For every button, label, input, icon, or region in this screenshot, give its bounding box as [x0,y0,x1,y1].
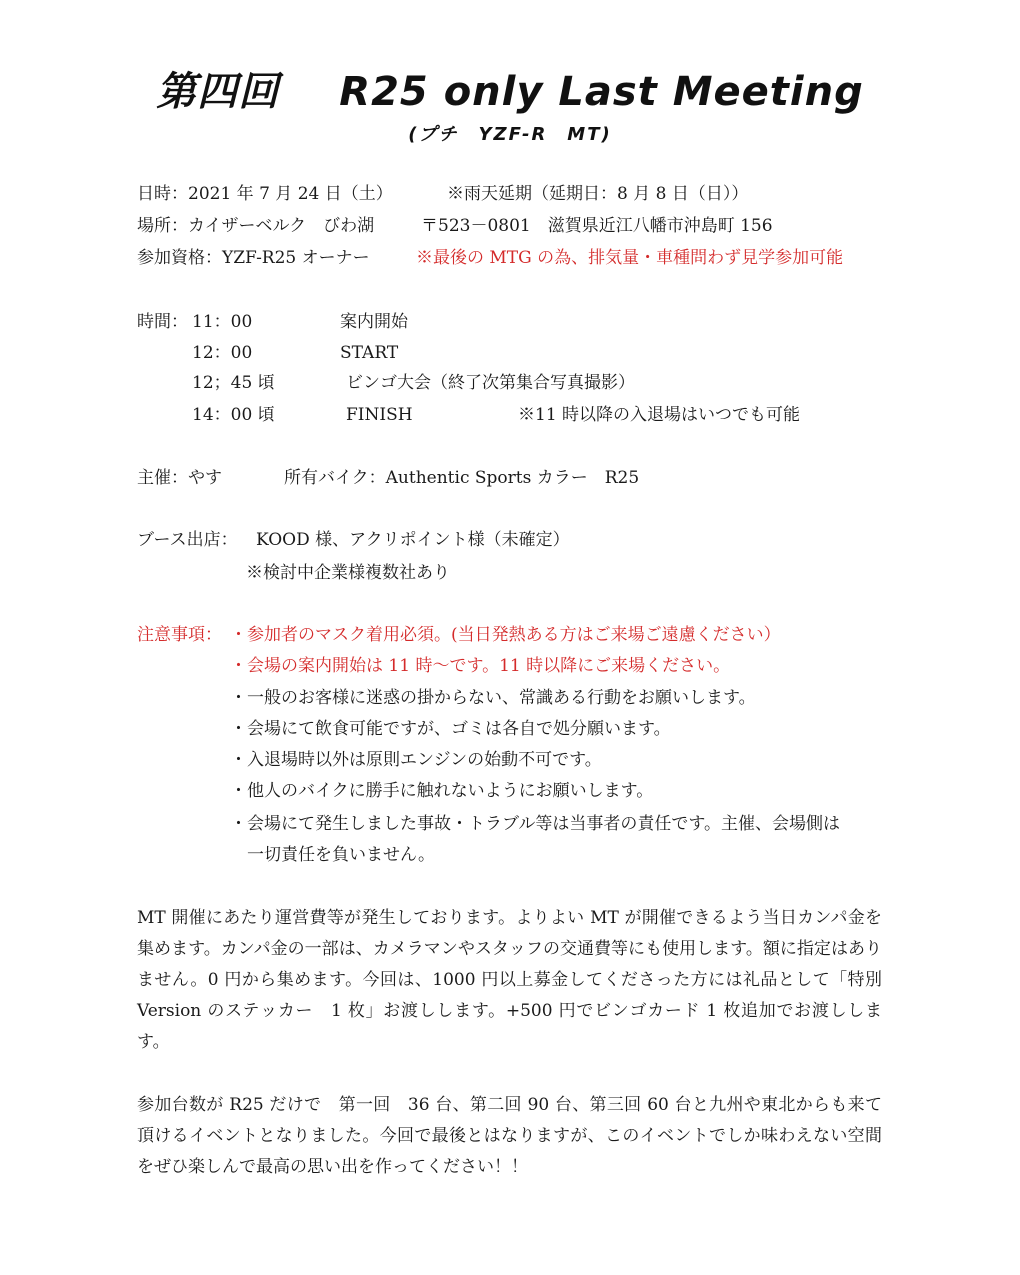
notes-item: ・会場の案内開始は 11 時～です。11 時以降にご来場ください。 [230,656,731,676]
schedule-prefix: 時間： [137,312,188,332]
notes-item: ・会場にて発生しました事故・トラブル等は当事者の責任です。主催、会場側は [230,814,840,834]
notes-label: 注意事項： [137,625,222,645]
schedule-time: 14：00 頃 [192,405,275,425]
host-bike: 所有バイク：Authentic Sports カラー R25 [284,468,640,488]
notes-item: ・他人のバイクに勝手に触れないようにお願いします。 [230,781,654,801]
notes-item: ・一般のお客様に迷惑の掛からない、常識ある行動をお願いします。 [230,688,756,708]
page-subtitle: (プチ YZF-R MT) [408,124,612,145]
schedule-time: 11：00 [192,312,253,332]
booth-note: ※検討中企業様複数社あり [246,563,450,583]
date-label: 日時：2021 年 7 月 24 日（土） [137,184,393,204]
qualification-note: ※最後の MTG の為、排気量・車種問わず見学参加可能 [416,248,844,268]
schedule-event: ビンゴ大会（終了次第集合写真撮影） [346,373,635,393]
schedule-event: 案内開始 [340,312,408,332]
date-note: ※雨天延期（延期日：8 月 8 日（日）） [447,184,749,204]
title-en: R25 only Last Meeting [339,69,864,115]
qualification-label: 参加資格：YZF-R25 オーナー [137,248,370,268]
schedule-event: START [340,343,399,363]
notes-item: ・会場にて飲食可能ですが、ゴミは各自で処分願います。 [230,719,671,739]
host-label: 主催：やす [137,468,222,488]
booth-label: ブース出店： [137,530,238,550]
notes-item: ・参加者のマスク着用必須。(当日発熱ある方はご来場ご遠慮ください） [230,625,781,645]
booth-value: KOOD 様、アクリポイント様（未確定） [256,530,570,550]
page-title [0,60,1020,117]
place-label: 場所：カイザーベルク びわ湖 [137,216,375,236]
notes-item: 一切責任を負いません。 [230,845,436,865]
schedule-note: ※11 時以降の入退場はいつでも可能 [518,405,801,425]
schedule-event: FINISH [346,405,413,425]
schedule-time: 12；45 頃 [192,373,275,393]
title-jp: 第四回 [156,69,280,115]
notes-item: ・入退場時以外は原則エンジンの始動不可です。 [230,750,602,770]
place-address: 〒523－0801 滋賀県近江八幡市沖島町 156 [421,216,773,236]
donation-paragraph: MT 開催にあたり運営費等が発生しております。よりよい MT が開催できるよう当日カンパ金を集めます。カンパ金の一部は、カメラマンやスタッフの交通費等にも使用します。額に指定はありません。0 円から集めます。今回は、1000 円以上募金してくださった方には礼品として「特別 Version のステッカー 1 枚」お渡しします。+500 円でビンゴカード 1 枚追加でお渡しします。 [137,908,882,1052]
closing-paragraph: 参加台数が R25 だけで 第一回 36 台、第二回 90 台、第三回 60 台と九州や東北からも来て頂けるイベントとなりました。今回で最後とはなりますが、このイベントでしか味わえない空間をぜひ楽しんで最高の思い出を作ってください！！ [137,1095,882,1177]
schedule-time: 12：00 [192,343,253,363]
